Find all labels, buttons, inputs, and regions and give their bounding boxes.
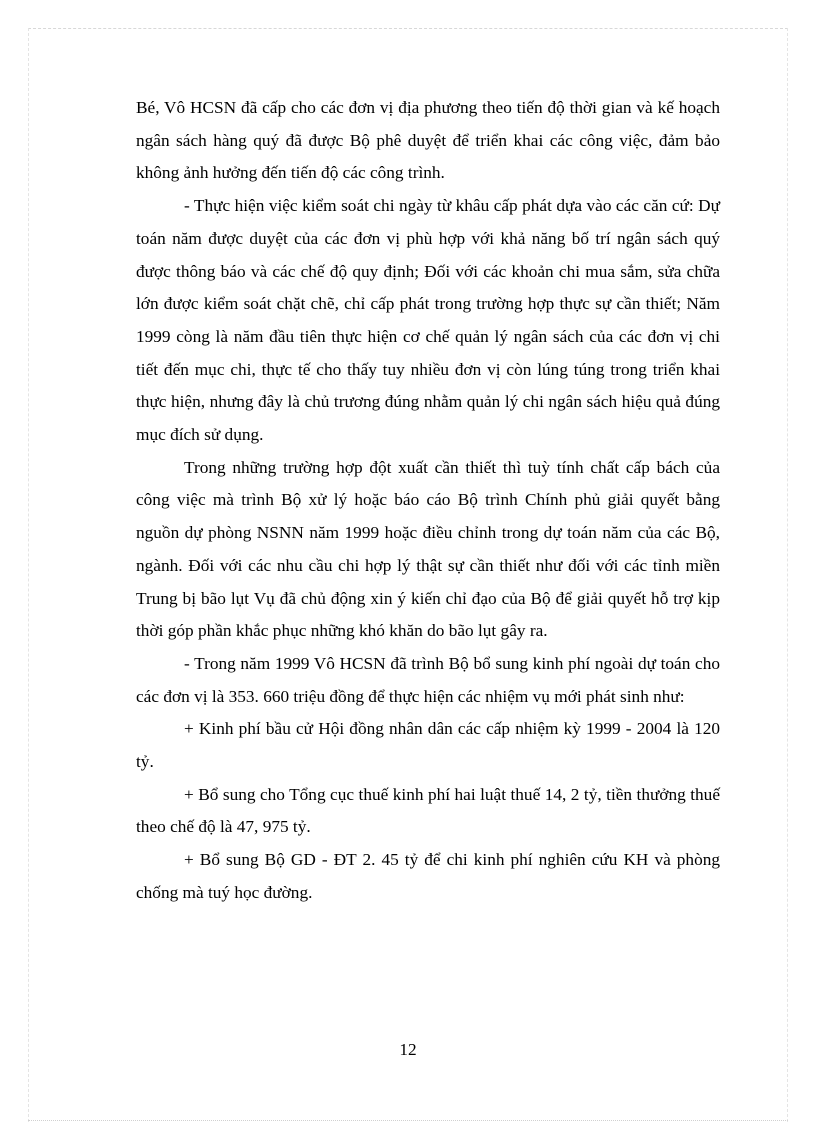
body-text: [136, 92, 720, 910]
paragraph-6: + Bổ sung cho Tổng cục thuế kinh phí hai luật thuế 14, 2 tỷ, tiền thưởng thuế theo chế độ là 47, 975 tỷ.: [136, 784, 720, 837]
page-number: 12: [399, 1040, 417, 1059]
bottom-divider: [28, 1120, 788, 1121]
paragraph-3: Trong những trường hợp đột xuất cần thiết thì tuỳ tính chất cấp bách của công việc mà trình Bộ xử lý hoặc báo cáo Bộ trình Chính phủ giải quyết bằng nguồn dự phòng NSNN năm 1999 hoặc điều chỉnh trong dự toán năm của các Bộ, ngành. Đối với các nhu cầu chi hợp lý thật sự cần thiết như đối với các tỉnh miền Trung bị bão lụt Vụ đã chủ động xin ý kiến chỉ đạo của Bộ để giải quyết hỗ trợ kịp thời góp phần khắc phục những khó khăn do bão lụt gây ra.: [136, 457, 720, 641]
paragraph-1: Bé, Vô HCSN đã cấp cho các đơn vị địa phương theo tiến độ thời gian và kế hoạch ngân sách hàng quý đã được Bộ phê duyệt để triển khai các công việc, đảm bảo không ảnh hưởng đến tiến độ các công trình.: [136, 98, 720, 183]
paragraph-5: + Kinh phí bầu cử Hội đồng nhân dân các cấp nhiệm kỳ 1999 - 2004 là 120 tỷ.: [136, 719, 720, 772]
paragraph-7: + Bổ sung Bộ GD - ĐT 2. 45 tỷ để chi kinh phí nghiên cứu KH và phòng chống mà tuý học đường.: [136, 850, 720, 902]
paragraph-4: - Trong năm 1999 Vô HCSN đã trình Bộ bổ sung kinh phí ngoài dự toán cho các đơn vị là 353. 660 triệu đồng để thực hiện các nhiệm vụ mới phát sinh như:: [136, 653, 720, 706]
paragraph-2: - Thực hiện việc kiểm soát chi ngày từ khâu cấp phát dựa vào các căn cứ: Dự toán năm được duyệt của các đơn vị phù hợp với khả năng bố trí ngân sách quý được thông báo và các chế độ quy định; Đối với các khoản chi mua sắm, sửa chữa lớn được kiểm soát chặt chẽ, chỉ cấp phát trong trường hợp thực sự cần thiết; Năm 1999 còng là năm đầu tiên thực hiện cơ chế quản lý ngân sách của các đơn vị chi tiết đến mục chi, thực tế cho thấy tuy nhiều đơn vị còn lúng túng trong triển khai thực hiện, nhưng đây là chủ trương đúng nhằm quản lý chi ngân sách hiệu quả đúng mục đích sử dụng.: [136, 196, 720, 445]
